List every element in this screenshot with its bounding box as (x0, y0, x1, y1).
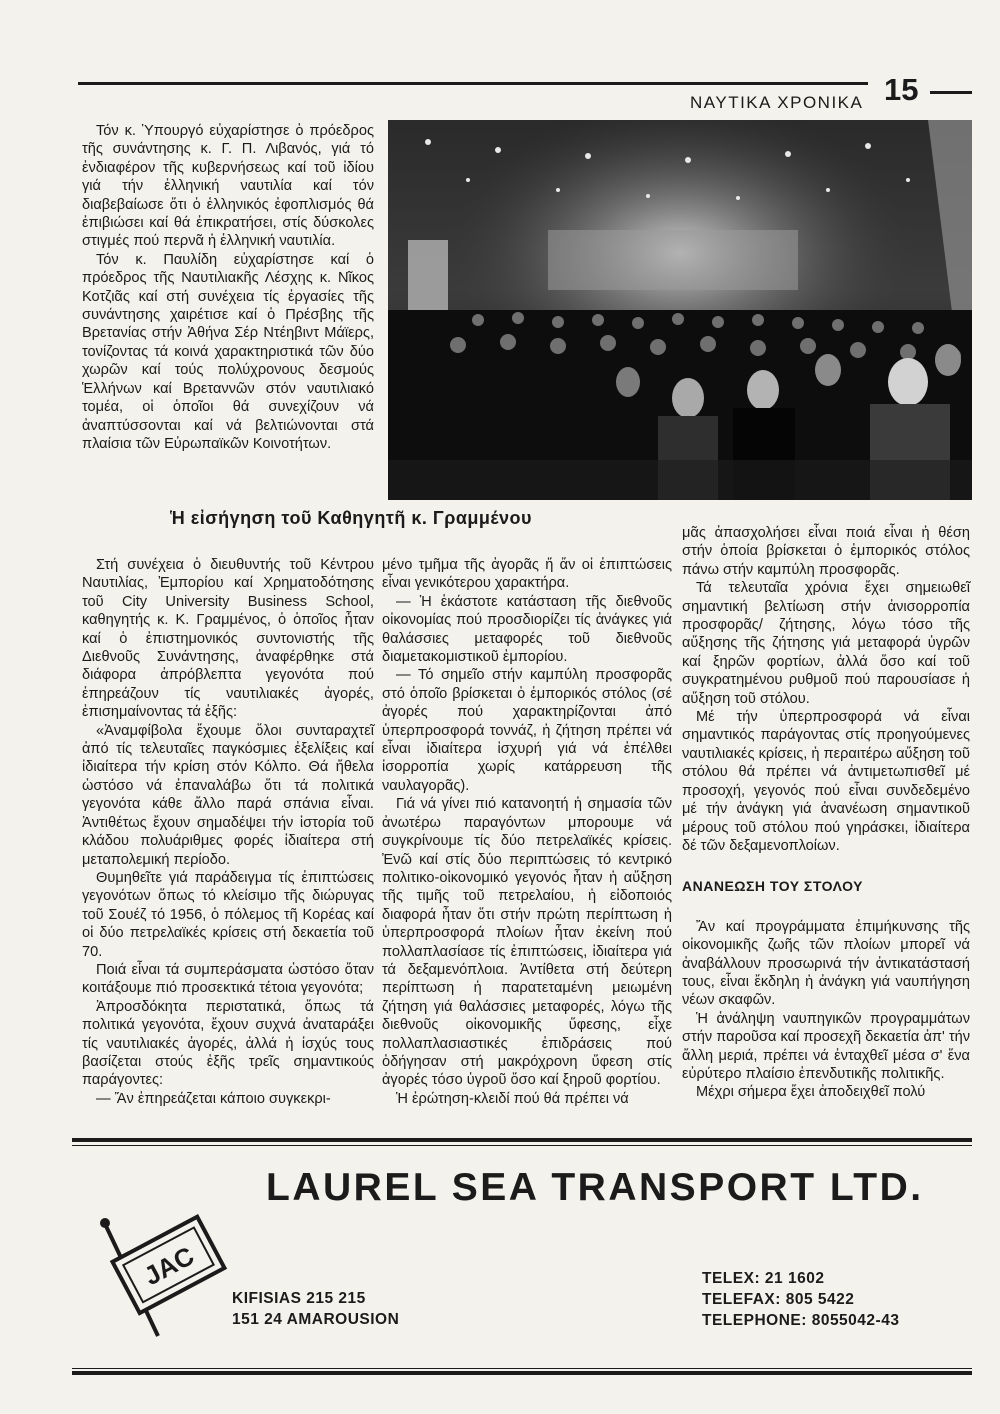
paragraph: Θυμηθεῖτε γιά παράδειγμα τίς ἐπιπτώσεις γεγονότων ὅπως τό κλείσιμο τῆς διώρυγας τοῦ Σουέζ τό 1956, ὁ πόλεμος τῆ Κορέας καί οἱ δύο πετρελαϊκές κρίσεις στή δεκαετία τοῦ 70. (82, 869, 374, 960)
paragraph: μᾶς ἀπασχολήσει εἶναι ποιά εἶναι ἡ θέση στήν ὁποία βρίσκεται ὁ ἐμπορικός στόλος πάνω στήν καμπύλη προσφορᾶς. (682, 525, 970, 578)
paragraph: Γιά νά γίνει πιό κατανοητή ἡ σημασία τῶν ἀνωτέρω παραγόντων μπορουμε νά συγκρίνουμε τίς δύο πετρελαϊκές κρίσεις. Ἐνῶ καί στίς δύο περιπτώσεις τό κεντρικό πολιτικο-οἰκονομικό γεγονός ἦταν ἡ αὔξηση τῆς τιμῆς τοῦ πετρελαίου, ἡ εἰδοποιός διαφορά ἦταν ὅτι στήν πρώτη περίπτωση ἡ ὑπερπροσφορά πλοίων ἦταν ἐκείνη πού πολλαπλασίασε τίς ἐπιπτώσεις, ἰδιαίτερα γιά τά δεξαμενόπλοια. Ἀντίθετα στή δεύτερη περίπτωση ἡ παρατεταμένη μειωμένη ζήτηση γιά θαλάσσιες μεταφορές, λόγω τῆς διεθνοῦς οἰκονομικῆς ὕφεσης, εἶχε πολλαπλασιαστικές ἐπιδράσεις πού ὁδήγησαν στή μακρόχρονη ὕφεση στίς ἀγορές τόσο ὑγροῦ ὅσο καί ξηροῦ φορτίου. (382, 796, 672, 1089)
paragraph: Ποιά εἶναι τά συμπεράσματα ὡστόσο ὅταν κοιτάξουμε πιό προσεκτικά τέτοια γεγονότα; (82, 961, 374, 997)
ad-company-name: LAUREL SEA TRANSPORT LTD. (266, 1166, 924, 1209)
page-number: 15 (884, 72, 919, 107)
paragraph: Μέ τήν ὑπερπροσφορά νά εἶναι σημαντικός παράγοντας στίς προηγούμενες ναυτιλιακές κρίσεις, ἡ περαιτέρω αὔξηση τοῦ στόλου θά πρέπει νά ἀντιμετωπισθεῖ μέ προσοχή, γεγονός πού εἶναι συνδεδεμένο μέ τήν ἀνάγκη γιά ἀνανέωση σημαντικοῦ μέρους τοῦ στόλου πού γηράσκει, ἰδιαίτερα δέ τῶν δεξαμενοπλοίων. (682, 709, 970, 854)
paragraph: Μέχρι σήμερα ἔχει ἀποδειχθεῖ πολύ (696, 1084, 926, 1101)
ad-top-rule (72, 1138, 972, 1142)
paragraph: Στή συνέχεια ὁ διευθυντής τοῦ Κέντρου Ναυτιλίας, Ἐμπορίου καί Χρηματοδότησης τοῦ City University Business School, καθηγητής κ. Κ. Γραμμένος, ὁ ὁποῖος ἦταν καί ὁ ἐπιστημονικός συντονιστής τῆς Διεθνοῦς Συνάντησης, ἀναφέρθηκε στά διάφορα ἀπρόβλεπτα γεγονότα πού ἐπηρεάζουν τίς ναυτιλιακές ἀγορές, ἐπισημαίνοντας τά ἑξῆς: (82, 557, 374, 721)
paragraph: — Τό σημεῖο στήν καμπύλη προσφορᾶς στό ὁποῖο βρίσκεται ὁ ἐμπορικός στόλος (σέ ἀγορές πού χαρακτηρίζονται ἀπό ὑπερπροσφορά τοννάζ, ἡ ζήτηση πρέπει νά εἶναι ἰδιαίτερα ἰσχυρή γιά νά ἐπέλθει ἰσορροπία χωρίς κατάρρευση τῆς ναυλαγορᾶς). (382, 667, 672, 794)
ad-top-rule-thin (72, 1145, 972, 1146)
body-column-2 (382, 556, 672, 1108)
paragraph: «Ἀναμφίβολα ἔχουμε ὅλοι συνταραχτεῖ ἀπό τίς τελευταῖες παγκόσμιες ἐξελίξεις καί ἰδιαίτερα τήν κρίση στόν Κόλπο. Θά ἤθελα ὡστόσο νά ἐπαναλάβω ὅτι τά πολιτικά γεγονότα κάθε ἄλλο παρά σπάνια εἶναι. Ἀντιθέτως ἔχουν σημαδέψει τήν ἱστορία τοῦ κλάδου πολυάριθμες φορές ἰδιαίτερα στή μεταπολεμική περίοδο. (82, 722, 374, 868)
intro-paragraph: Τόν κ. Παυλίδη εὐχαρίστησε καί ὁ πρόεδρος τῆς Ναυτιλιακῆς Λέσχης κ. Νῖκος Κοτζιᾶς καί στή συνέχεια τίς ἐργασίες τῆς συνάντησης χαιρέτισε καί ὁ Πρέσβης τῆς Βρετανίας στήν Ἀθήνα Σέρ Ντέηβιντ Μάϊερς, τονίζοντας τά κοινά χαρακτηριστικά τῶν δύο χωρῶν καί τούς πολύχρονους δεσμούς Ἑλλήνων καί Βρεταννῶν στόν ναυτιλιακό τομέα, οἱ ὁποῖοι θά συνεχίζουν νά ἀναπτύσσονται καί νά βελτιώνονται στά πλαίσια τῶν Εὐρωπαϊκῶν Κοινοτήτων. (82, 251, 374, 452)
ad-bottom-rule-thin (72, 1368, 972, 1369)
header-rule-right (930, 91, 972, 94)
ad-telephone: TELEPHONE: 8055042-43 (702, 1312, 900, 1329)
paragraph: μένο τμῆμα τῆς ἀγορᾶς ἤ ἄν οἱ ἐπιπτώσεις εἶναι γενικότερου χαρακτήρα. (382, 557, 672, 592)
ad-telex: TELEX: 21 1602 (702, 1270, 825, 1287)
paragraph: Ἡ ἐρώτηση-κλειδί πού θά πρέπει νά (396, 1090, 629, 1107)
section-title: Ἡ εἰσήγηση τοῦ Καθηγητῆ κ. Γραμμένου (170, 508, 533, 528)
jac-flag-logo (88, 1186, 238, 1346)
ad-bottom-rule (72, 1371, 972, 1375)
intro-paragraph: Τόν κ. Ὑπουργό εὐχαρίστησε ὁ πρόεδρος τῆς συνάντησης κ. Γ. Π. Λιβανός, γιά τό ἐνδιαφέρον τῆς κυβερνήσεως καί τοῦ ἰδίου γιά τήν ἑλληνική ναυτιλία καί τόν διαβεβαίωσε ὅτι ὁ ἑλληνικός ἐφοπλισμός θά ἐπιβιώσει καί θά ἐπικρατήσει, στίς δύσκολες στιγμές πού περνᾶ ἡ ἑλληνική ναυτιλία. (82, 123, 374, 250)
paragraph: Τά τελευταῖα χρόνια ἔχει σημειωθεῖ σημαντική βελτίωση στήν ἀνισορροπία προσφορᾶς/ ζήτησης, λόγω τόσο τῆς αὔξησης τῆς ζήτησης γιά μεταφορά ὑγρῶν καί ξηρῶν φορτίων, ἀλλά ὅσο καί τοῦ συγκρατημένου ρυθμοῦ πού παρουσίασε ἡ αὔξηση τοῦ στόλου. (682, 580, 970, 707)
body-column-1 (82, 556, 374, 1108)
paragraph: Ἡ ἀνάληψη ναυπηγικῶν προγραμμάτων στήν παροῦσα καί προσεχῆ δεκαετία ἀπ' τήν ἄλλη μεριά, πρέπει νά ἐνταχθεῖ μέσα σ' ἕνα εὐρύτερο πλαίσιο ἐπενδυτικῆς πολιτικῆς. (682, 1010, 970, 1082)
logo-text: JAC (138, 1240, 199, 1292)
conference-audience-photo (388, 120, 972, 500)
ad-address-line-2: 151 24 AMAROUSION (232, 1311, 400, 1328)
paragraph: Ἀπροσδόκητα περιστατικά, ὅπως τά πολιτικά γεγονότα, ἔχουν συχνά ἀναταράξει τίς ναυτιλιακές ἀγορές, ἀλλά ἡ ἰσχύς τους βασίζεται στούς ἑξῆς τρεῖς σημαντικούς παράγοντες: (82, 998, 374, 1089)
subheading: ΑΝΑΝΕΩΣΗ ΤΟΥ ΣΤΟΛΟΥ (682, 878, 863, 895)
paragraph: — Ἄν ἐπηρεάζεται κάποιο συγκεκρι- (96, 1090, 331, 1107)
body-column-3 (682, 524, 970, 1102)
paragraph: — Ἡ ἑκάστοτε κατάσταση τῆς διεθνοῦς οἰκονομίας πού προσδιορίζει τίς ἀνάγκες γιά θαλάσσιες μεταφορές τοῦ διεθνοῦς διαμετακομιστικοῦ ἐμπορίου. (382, 593, 672, 666)
publication-title: ΝΑΥΤΙΚΑ ΧΡΟΝΙΚΑ (690, 93, 864, 112)
intro-column (82, 122, 374, 453)
paragraph: Ἄν καί προγράμματα ἐπιμήκυνσης τῆς οἰκονομικῆς ζωῆς τῶν πλοίων μπορεῖ νά ἀναβάλλουν προσωρινά τήν ἀντικατάστασή τους, εἶναι ἔκδηλη ἡ ἀνάγκη γιά ναυπήγηση νέων σκαφῶν. (682, 918, 970, 1009)
header-rule-left (78, 82, 868, 85)
ad-address-line-1: KIFISIAS 215 215 (232, 1290, 366, 1307)
ad-telefax: TELEFAX: 805 5422 (702, 1291, 855, 1308)
